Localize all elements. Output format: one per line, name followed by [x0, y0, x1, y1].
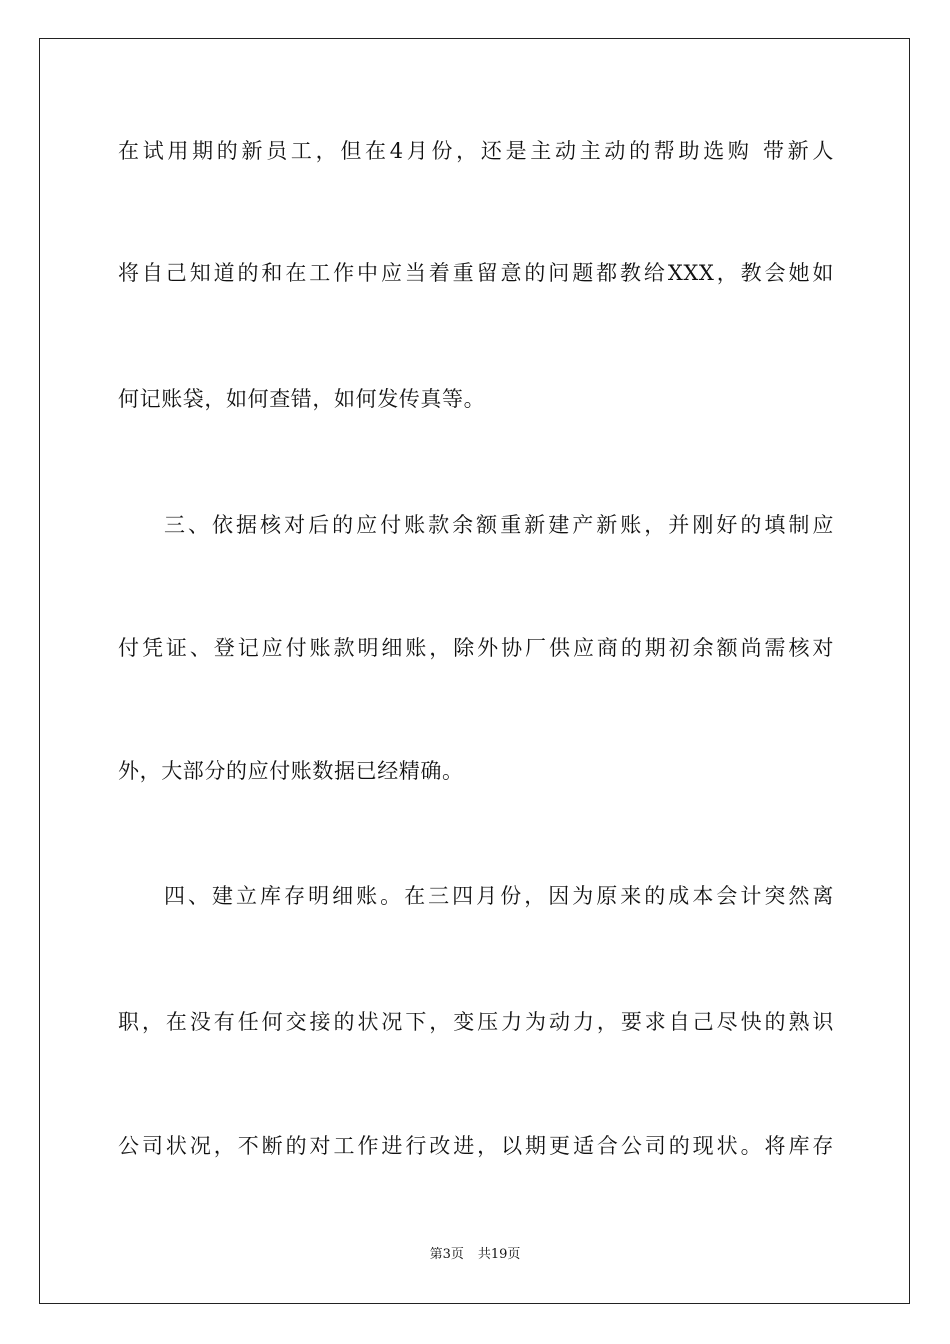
page-number-current: 第3页 [429, 1247, 464, 1262]
body-text-line: 公司状况，不断的对工作进行改进，以期更适合公司的现状。将库存 [118, 1134, 834, 1158]
page-footer [0, 1246, 950, 1264]
body-text-line: 付凭证、登记应付账款明细账，除外协厂供应商的期初余额尚需核对 [118, 636, 834, 660]
paragraph-four-start: 四、建立库存明细账。在三四月份，因为原来的成本会计突然离 [164, 884, 834, 908]
page-number-total: 共19页 [477, 1247, 521, 1262]
page-border [39, 38, 910, 1304]
body-text-line: 在试用期的新员工，但在4月份，还是主动主动的帮助选购 带新人 [118, 139, 834, 163]
body-text-line: 职，在没有任何交接的状况下，变压力为动力，要求自己尽快的熟识 [118, 1010, 834, 1034]
paragraph-three-start: 三、依据核对后的应付账款余额重新建产新账，并刚好的填制应 [164, 513, 834, 537]
body-text-line: 将自己知道的和在工作中应当着重留意的问题都教给XXX，教会她如 [118, 261, 834, 285]
body-text-line: 外，大部分的应付账数据已经精确。 [118, 759, 464, 783]
body-text-line: 何记账袋，如何查错，如何发传真等。 [118, 387, 486, 411]
